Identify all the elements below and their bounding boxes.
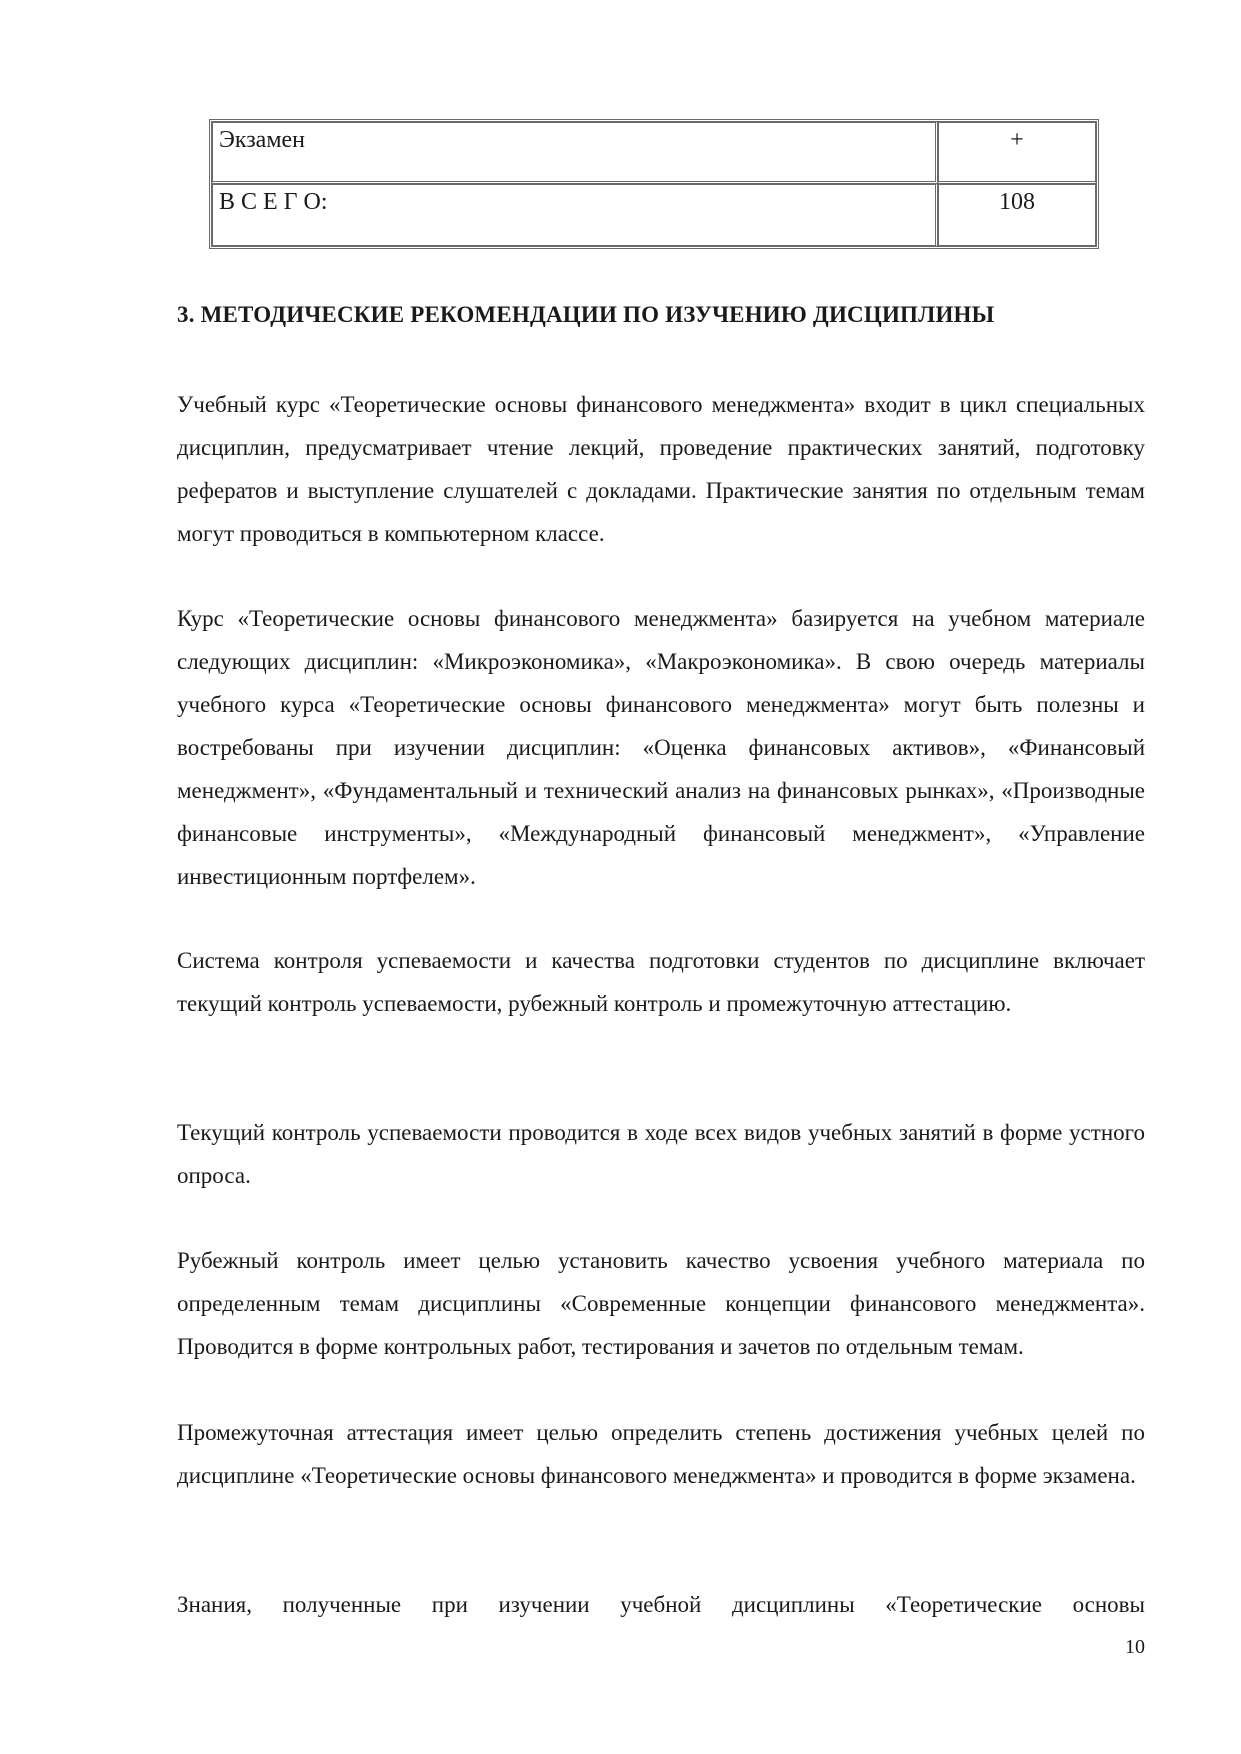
hours-table (209, 119, 1099, 249)
table-cell-label: Экзамен (212, 122, 938, 184)
page-number: 10 (1125, 1636, 1145, 1658)
table-cell-label: В С Е Г О: (212, 184, 938, 246)
paragraph: Рубежный контроль имеет целью установить качество усвоения учебного материала по определенным темам дисциплины «Современные концепции финансового менеджмента». Проводится в форме контрольных работ, тестирования и зачетов по отдельным темам. (177, 1248, 1145, 1359)
table-cell-value: 108 (938, 184, 1096, 246)
paragraph: Учебный курс «Теоретические основы финансового менеджмента» входит в цикл специальных дисциплин, предусматривает чтение лекций, проведение практических занятий, подготовку рефератов и выступление слушателей с докладами. Практические занятия по отдельным темам могут проводиться в компьютерном классе. (177, 392, 1145, 546)
paragraph: Курс «Теоретические основы финансового менеджмента» базируется на учебном материале следующих дисциплин: «Микроэкономика», «Макроэкономика». В свою очередь материалы учебного курса «Теоретические основы финансового менеджмента» могут быть полезны и востребованы при изучении дисциплин: «Оценка финансовых активов», «Финансовый менеджмент», «Фундаментальный и технический анализ на финансовых рынках», «Производные финансовые инструменты», «Международный финансовый менеджмент», «Управление инвестиционным портфелем». (177, 606, 1145, 889)
paragraph: Знания, полученные при изучении учебной дисциплины «Теоретические основы (177, 1592, 1145, 1617)
table-cell-value: + (938, 122, 1096, 184)
table-row (212, 122, 1096, 184)
paragraph: Система контроля успеваемости и качества подготовки студентов по дисциплине включает текущий контроль успеваемости, рубежный контроль и промежуточную аттестацию. (177, 948, 1145, 1016)
table-row (212, 184, 1096, 246)
paragraph: Текущий контроль успеваемости проводится в ходе всех видов учебных занятий в форме устного опроса. (177, 1120, 1145, 1188)
paragraph: Промежуточная аттестация имеет целью определить степень достижения учебных целей по дисциплине «Теоретические основы финансового менеджмента» и проводится в форме экзамена. (177, 1420, 1145, 1488)
section-heading: 3. МЕТОДИЧЕСКИЕ РЕКОМЕНДАЦИИ ПО ИЗУЧЕНИЮ ДИСЦИПЛИНЫ (177, 302, 995, 327)
